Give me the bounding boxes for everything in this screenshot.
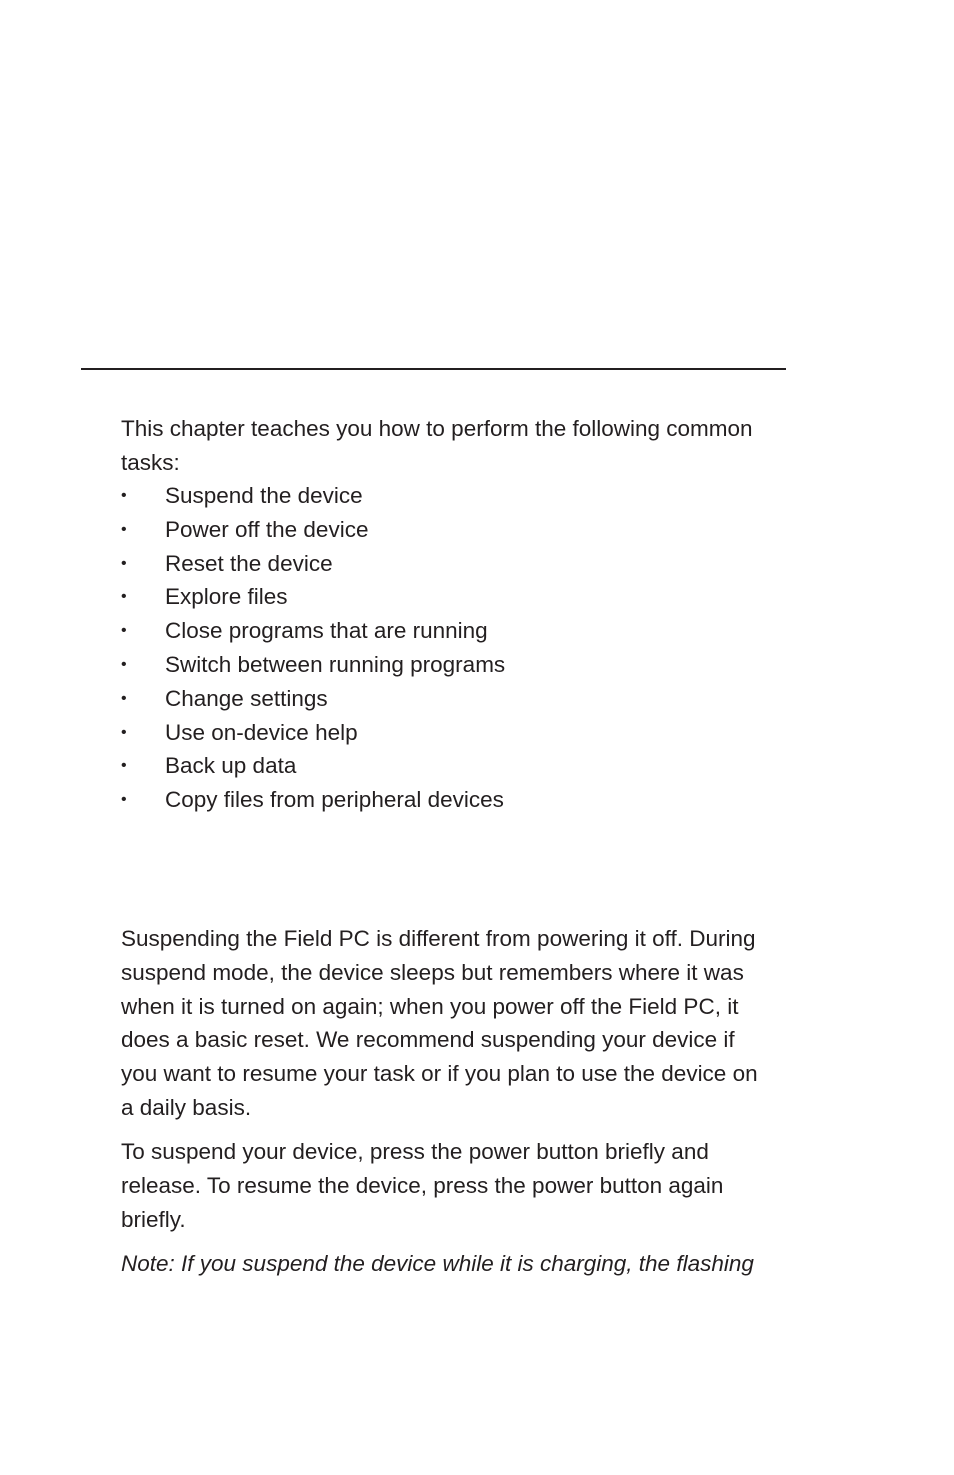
list-item [121, 580, 761, 614]
suspend-paragraph: Suspending the Field PC is different from powering it off. During suspend mode, the device sleeps but remembers where it was when it is turned on again; when you power off the Field PC, it does a basic reset. We recommend suspending your device if you want to resume your task or if you plan to use the device on a daily basis. [121, 926, 758, 1120]
list-item-label: Copy files from peripheral devices [165, 787, 504, 813]
list-item [121, 513, 761, 547]
bullet-icon: • [121, 554, 127, 572]
list-item [121, 749, 761, 783]
bullet-icon: • [121, 723, 127, 741]
list-item [121, 682, 761, 716]
list-item-label: Switch between running programs [165, 651, 506, 677]
list-item [121, 614, 761, 648]
bullet-icon: • [121, 689, 127, 707]
suspend-instructions-paragraph: To suspend your device, press the power button briefly and release. To resume the device, press the power button again briefly. [121, 1139, 724, 1232]
bullet-icon: • [121, 791, 127, 809]
list-item [121, 648, 761, 682]
bullet-icon: • [121, 757, 127, 775]
list-item [121, 479, 761, 513]
common-tasks-list [121, 479, 761, 817]
bullet-icon: • [121, 520, 127, 538]
chapter-divider-rule [81, 368, 786, 370]
charging-note: Note: If you suspend the device while it is charging, the flashing [121, 1251, 754, 1277]
chapter-intro-text: This chapter teaches you how to perform the following common tasks: [121, 416, 753, 475]
bullet-icon: • [121, 622, 127, 640]
list-item-label: Power off the device [165, 516, 369, 542]
list-item-label: Explore files [165, 584, 288, 610]
suspend-section [121, 922, 761, 1291]
list-item-label: Close programs that are running [165, 618, 488, 644]
bullet-icon: • [121, 655, 127, 673]
list-item-label: Suspend the device [165, 483, 363, 508]
list-item-label: Change settings [165, 685, 328, 711]
list-item [121, 716, 761, 750]
list-item-label: Use on-device help [165, 719, 358, 745]
list-item-label: Reset the device [165, 550, 333, 576]
list-item [121, 783, 761, 817]
bullet-icon: • [121, 588, 127, 606]
bullet-icon: • [121, 487, 127, 504]
list-item [121, 547, 761, 581]
list-item-label: Back up data [165, 753, 297, 779]
